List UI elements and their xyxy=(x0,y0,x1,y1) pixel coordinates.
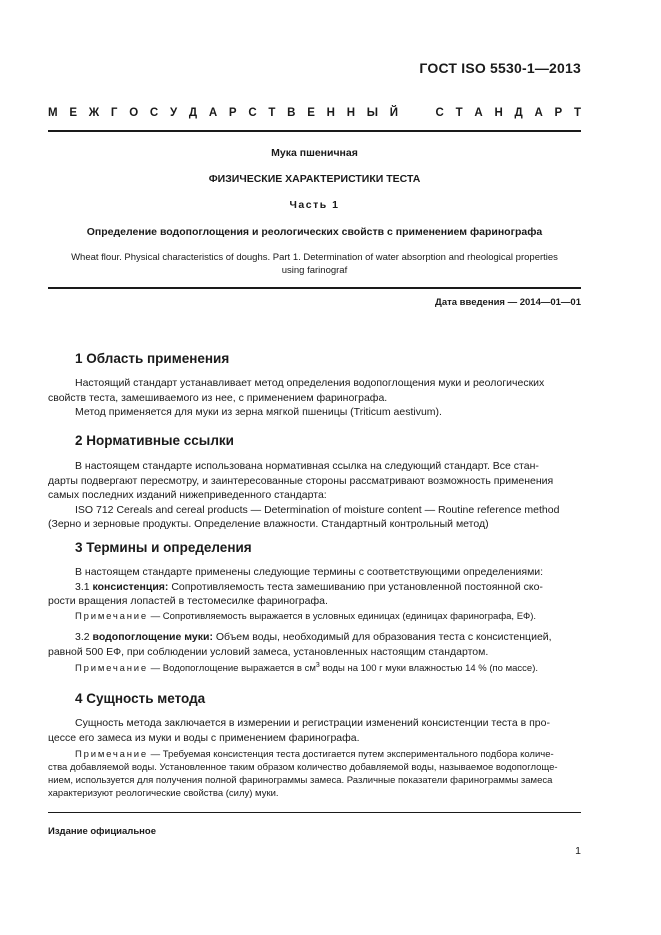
banner-letter: Д xyxy=(188,107,198,119)
paragraph-line: самых последних изданий нижеприведенного стандарта: xyxy=(48,489,327,501)
banner-letter: Й xyxy=(389,107,399,119)
banner-letter: Н xyxy=(326,107,335,119)
superscript: 3 xyxy=(315,661,320,669)
banner-letter: С xyxy=(248,107,257,119)
term-definition: Объем воды, необходимый для образования теста с консистенцией, xyxy=(215,631,552,643)
subtitle: Определение водопоглощения и реологических свойств с применением фаринографа xyxy=(86,226,543,238)
english-title xyxy=(48,251,581,277)
banner-letter: Т xyxy=(268,107,276,119)
product-title: Мука пшеничная xyxy=(271,147,358,159)
banner-letter: Н xyxy=(346,107,356,119)
banner-letter: Р xyxy=(554,107,563,119)
section-heading: 3 Термины и определения xyxy=(75,540,252,555)
note-line xyxy=(48,748,581,761)
banner-letter: Е xyxy=(307,107,315,119)
paragraph-line: свойств теста, замешиваемого из нее, с применением фаринографа. xyxy=(48,391,388,404)
title-rule xyxy=(48,287,581,289)
banner-letter: Ж xyxy=(88,107,100,119)
banner-letter: Н xyxy=(494,107,503,119)
section-2-heading xyxy=(75,433,234,448)
banner-letter: Е xyxy=(69,107,78,119)
section-4-body xyxy=(48,716,581,745)
note-3-2 xyxy=(75,662,581,675)
banner-letter: Т xyxy=(573,107,581,119)
footer-rule xyxy=(48,812,581,813)
banner-letter: В xyxy=(287,107,296,119)
main-title: ФИЗИЧЕСКИЕ ХАРАКТЕРИСТИКИ ТЕСТА xyxy=(208,173,421,185)
banner-letter: Д xyxy=(514,107,523,119)
paragraph-line: Настоящий стандарт устанавливает метод определения водопоглощения муки и реологических xyxy=(75,377,545,389)
banner-letter: Ы xyxy=(366,107,379,119)
note-line: ства добавляемой воды. Установленное таким образом количество добавляемой воды, называемое водопоглоще- xyxy=(48,762,558,773)
note-3-1 xyxy=(75,610,581,623)
note-label: Примечание xyxy=(75,663,148,674)
banner-letter: А xyxy=(208,107,218,119)
paragraph-line: рости вращения лопастей в тестомесилке фаринографа. xyxy=(48,595,328,607)
note-line: нием, используется для получения полной фаринограммы замеса. Различные показатели фаринограммы замеса xyxy=(48,775,553,786)
section-1-heading xyxy=(75,351,229,366)
banner-letter: А xyxy=(534,107,543,119)
term-3-2 xyxy=(48,630,581,645)
english-title-line-2: using farinograf xyxy=(281,265,348,276)
section-1-body xyxy=(48,376,581,420)
banner-letter: М xyxy=(48,107,58,119)
section-4-heading xyxy=(75,691,205,706)
note-4 xyxy=(48,748,581,800)
banner-letter: С xyxy=(149,107,159,119)
banner-letter: Р xyxy=(228,107,237,119)
section-heading: 2 Нормативные ссылки xyxy=(75,433,234,448)
term-number: 3.2 xyxy=(75,631,90,643)
term-name: водопоглощение муки: xyxy=(92,631,213,643)
section-3-body xyxy=(48,565,581,609)
section-2-body xyxy=(48,459,581,532)
term-number: 3.1 xyxy=(75,580,90,593)
paragraph-line: В настоящем стандарте применены следующие термины с соответствующими определениями: xyxy=(75,566,544,578)
section-heading: 1 Область применения xyxy=(75,351,230,366)
paragraph-line: дарты подвергают пересмотру, и заинтересованные стороны рассматривают возможность применения xyxy=(48,474,554,487)
note-text: воды на 100 г муки влажностью 14 % (по массе). xyxy=(319,663,539,674)
paragraph-line: В настоящем стандарте использована нормативная ссылка на следующий стандарт. Все стан- xyxy=(75,460,539,472)
paragraph-line: Сущность метода заключается в измерении и регистрации изменений консистенции теста в про- xyxy=(75,717,550,729)
note-text: — Водопоглощение выражается в см xyxy=(148,663,316,674)
banner-letter: С xyxy=(435,107,444,119)
term-3-2-block xyxy=(48,630,581,659)
note-label: Примечание xyxy=(75,611,148,622)
term-3-1 xyxy=(48,580,581,595)
section-heading: 4 Сущность метода xyxy=(75,691,206,706)
paragraph-line: равной 500 ЕФ, при соблюдении условий замеса, установленных настоящим стандартом. xyxy=(48,645,489,658)
effective-date: Дата введения — 2014—01—01 xyxy=(435,297,581,308)
edition-label: Издание официальное xyxy=(48,826,156,837)
page-number: 1 xyxy=(575,845,581,857)
reference-line: (Зерно и зерновые продукты. Определение влажности. Стандартный контрольный метод) xyxy=(48,518,489,530)
banner-letter: У xyxy=(169,107,178,119)
note-text: — Требуемая консистенция теста достигается путем экспериментального подбора количе- xyxy=(148,749,554,760)
header-rule xyxy=(48,130,581,132)
note-text: — Сопротивляемость выражается в условных единицах (единицах фаринографа, ЕФ). xyxy=(148,611,537,622)
english-title-line-1: Wheat flour. Physical characteristics of doughs. Part 1. Determination of water absorption and rheological properties xyxy=(71,252,558,263)
part-title: Часть 1 xyxy=(289,199,340,211)
document-code: ГОСТ ISO 5530-1—2013 xyxy=(419,60,581,76)
note-line: характеризуют реологические свойства (силу) муки. xyxy=(48,788,279,799)
banner-letter: О xyxy=(129,107,139,119)
interstate-standard-banner xyxy=(48,107,581,119)
banner-letter: Г xyxy=(110,107,118,119)
banner-gap xyxy=(410,107,424,119)
paragraph-line: Метод применяется для муки из зерна мягкой пшеницы (Triticum aestivum). xyxy=(75,406,442,418)
note-label: Примечание xyxy=(75,749,148,760)
paragraph-line: цессе его замеса из муки и воды с применением фаринографа. xyxy=(48,731,360,744)
banner-letter: А xyxy=(474,107,483,119)
banner-letter: Т xyxy=(455,107,463,119)
term-name: консистенция: xyxy=(92,580,169,593)
reference-line: ISO 712 Cereals and cereal products — Determination of moisture content — Routine reference method xyxy=(75,503,560,516)
section-3-heading xyxy=(75,540,252,555)
term-definition: Сопротивляемость теста замешиванию при установленной постоянной ско- xyxy=(171,580,543,593)
